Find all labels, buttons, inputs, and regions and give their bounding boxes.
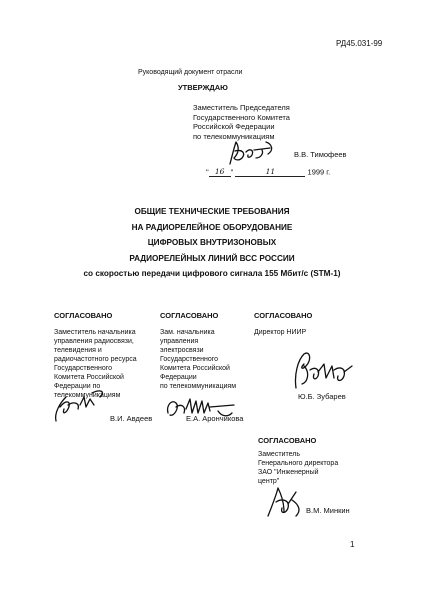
- approve-label: УТВЕРЖДАЮ: [178, 83, 228, 92]
- date-month-field: [235, 167, 305, 177]
- title-line: НА РАДИОРЕЛЕЙНОЕ ОБОРУДОВАНИЕ: [131, 222, 293, 232]
- title-line: со скоростью передачи цифрового сигнала 155 Мбит/с (STM-1): [83, 269, 341, 278]
- title-line: ОБЩИЕ ТЕХНИЧЕСКИЕ ТРЕБОВАНИЯ: [134, 207, 290, 216]
- document-title: [0, 204, 424, 282]
- agreement-position-line: телевидения и: [54, 347, 102, 354]
- agreement-position-line: Зам. начальника: [160, 329, 215, 336]
- title-line: ЦИФРОВЫХ ВНУТРИЗОНОВЫХ: [147, 238, 277, 247]
- approval-date: [206, 167, 330, 177]
- agreement-label: СОГЛАСОВАНО: [258, 436, 317, 445]
- agreement-position-line: Государственного: [160, 356, 219, 363]
- approver-signature: [226, 138, 286, 168]
- agreement-position-line: электросвязи: [160, 347, 204, 354]
- approver-position-line: по телекоммуникациям: [193, 131, 275, 141]
- document-code: РД45.031-99: [336, 39, 383, 48]
- agreement-position-line: телекоммуникациям: [54, 392, 121, 399]
- agreement-position: [160, 328, 236, 391]
- agreement-name: Е.А. Арончикова: [186, 414, 244, 423]
- agreement-name: Ю.Б. Зубарев: [298, 392, 346, 401]
- page-number: 1: [350, 540, 355, 549]
- agreement-position-line: радиочастотного ресурса: [54, 356, 137, 363]
- agreement-position-line: управления: [160, 338, 199, 345]
- date-month: 11: [265, 167, 276, 176]
- agreement-position: [254, 328, 306, 337]
- document-type: Руководящий документ отрасли: [138, 69, 243, 76]
- agreement-position-line: центр": [258, 478, 280, 485]
- approver-position-line: Российской Федерации: [193, 122, 275, 131]
- agreement-position-line: управления радиосвязи,: [54, 338, 134, 345]
- title-line: РАДИОРЕЛЕЙНЫХ ЛИНИЙ ВСС РОССИИ: [129, 253, 295, 263]
- agreement-position-line: Директор НИИР: [254, 329, 307, 336]
- date-day: 16: [214, 167, 225, 176]
- agreement-signature: [50, 385, 110, 425]
- agreement-name: В.М. Минкин: [306, 506, 350, 515]
- agreement-label: СОГЛАСОВАНО: [254, 311, 313, 320]
- approver-name: В.В. Тимофеев: [294, 150, 347, 159]
- agreement-position-line: Комитета Российской: [54, 374, 124, 381]
- agreement-signature: [262, 482, 312, 522]
- date-open-quote: ": [206, 167, 209, 177]
- agreement-position-line: Генерального директора: [258, 460, 339, 467]
- agreement-position-line: Заместитель: [258, 451, 300, 458]
- agreement-name: В.И. Авдеев: [110, 414, 153, 423]
- agreement-signature: [290, 348, 360, 398]
- agreement-position-line: Федерации: [160, 374, 197, 381]
- date-day-field: [209, 167, 231, 177]
- date-year: 1999 г.: [307, 167, 331, 177]
- agreement-position-line: ЗАО "Инженерный: [258, 469, 319, 476]
- agreement-position-line: Заместитель начальника: [54, 329, 136, 336]
- approver-position-line: Государственного Комитета: [193, 112, 290, 122]
- agreement-position: [258, 450, 338, 486]
- agreement-label: СОГЛАСОВАНО: [54, 311, 113, 320]
- approver-position-line: Заместитель Председателя: [193, 103, 290, 112]
- agreement-position-line: Государственного: [54, 365, 113, 372]
- agreement-label: СОГЛАСОВАНО: [160, 311, 219, 320]
- date-close-quote: ": [230, 167, 234, 177]
- agreement-position-line: по телекоммуникациям: [160, 383, 237, 390]
- agreement-position-line: Федерации по: [54, 383, 101, 390]
- approver-position: [193, 103, 290, 141]
- agreement-position-line: Комитета Российской: [160, 365, 230, 372]
